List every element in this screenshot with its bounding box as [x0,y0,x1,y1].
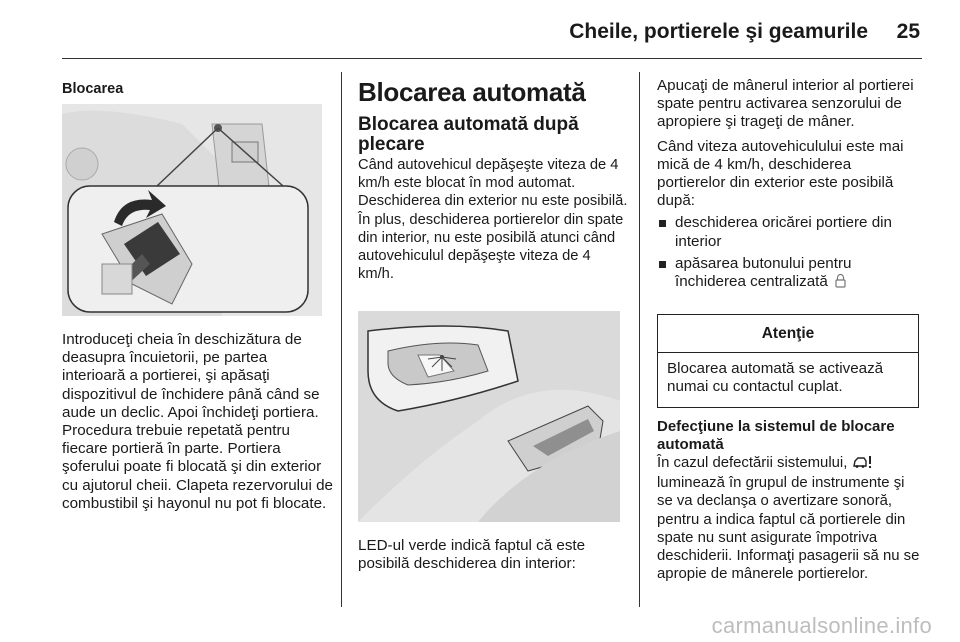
column-2 [358,77,630,283]
column-1-text [62,331,334,513]
fault-text-before: În cazul defectării sistemului, [657,455,848,471]
blocarea-dupa-plecare-paragraph: Când autovehicul depăşeşte viteza de 4 km/h este blocat în mod automat. Deschiderea din exterior nu este posibilă. În plus, deschiderea portierelor din spate din interior, nu este posibilă atunci când autovehiculul depăşeşte viteza de 4 km/h. [358,157,628,283]
column-divider-2 [639,72,640,607]
warning-text: Blocarea automată se activează numai cu contactul cuplat. [667,360,884,396]
warning-title: Atenţie [658,315,918,353]
bullet-square-icon [659,261,666,268]
apucati-paragraph: Apucaţi de mânerul interior al portierei spate pentru activarea senzorului de apropiere şi trageţi de mâner. [657,77,914,131]
blocarea-paragraph: Introduceţi cheia în deschizătura de deasupra încuietorii, pe partea interioară a portierei, şi apăsaţi dispozitivul de închidere până când se aude un declic. Apoi închideţi portiera. Procedura trebuie repetată pentru fiecare portieră în parte. Portiera şoferului poate fi blocată şi din exterior cu ajutorul cheii. Clapeta rezervorului de combustibil şi hayonul nu pot fi blocate. [62,331,333,512]
blocarea-heading: Blocarea [62,81,124,97]
bullet-item-1 [657,214,923,250]
column-1 [62,80,332,98]
blocarea-automata-title: Blocarea automată [358,77,586,107]
led-caption: LED-ul verde indică faptul că este posibilă deschiderea din interior: [358,537,586,573]
column-2-caption [358,537,630,573]
door-lock-illustration [62,104,322,316]
door-lock-figure [62,104,322,316]
warning-box [657,314,919,408]
door-handle-illustration [358,311,620,522]
fault-heading: Defecţiune la sistemul de blocare automată [657,418,895,453]
bullet-item-2 [657,255,923,293]
column-divider-1 [341,72,342,607]
fault-text-after: luminează în grupul de instrumente şi se va declanşa o avertizare sonoră, pentru a indica faptul că portierele din spate nu sunt asigurate împotriva deschiderii. Informaţi pasagerii să nu se apropie de mânerele portierelor. [657,475,920,583]
page-number: 25 [896,20,920,43]
fault-paragraph [657,454,923,583]
section-title: Cheile, portierele şi geamurile [569,20,868,43]
bullet-text-2: apăsarea butonului pentru închiderea centralizată [675,254,852,291]
column-3 [657,77,923,293]
bullet-square-icon [659,220,666,227]
header-divider [62,58,922,59]
watermark: carmanualsonline.info [711,613,932,638]
blocarea-dupa-plecare-heading: Blocarea automată după plecare [358,114,579,155]
page-header [0,0,960,60]
fault-section [657,418,923,583]
viteza-paragraph: Când viteza autovehiculului este mai mică de 4 km/h, deschiderea portierelor din exterior este posibilă după: [657,137,904,210]
bullet-text-1: deschiderea oricărei portiere din interior [675,214,892,250]
door-handle-led-figure [358,311,620,522]
lock-icon [835,273,846,293]
car-door-warning-icon [853,455,873,474]
